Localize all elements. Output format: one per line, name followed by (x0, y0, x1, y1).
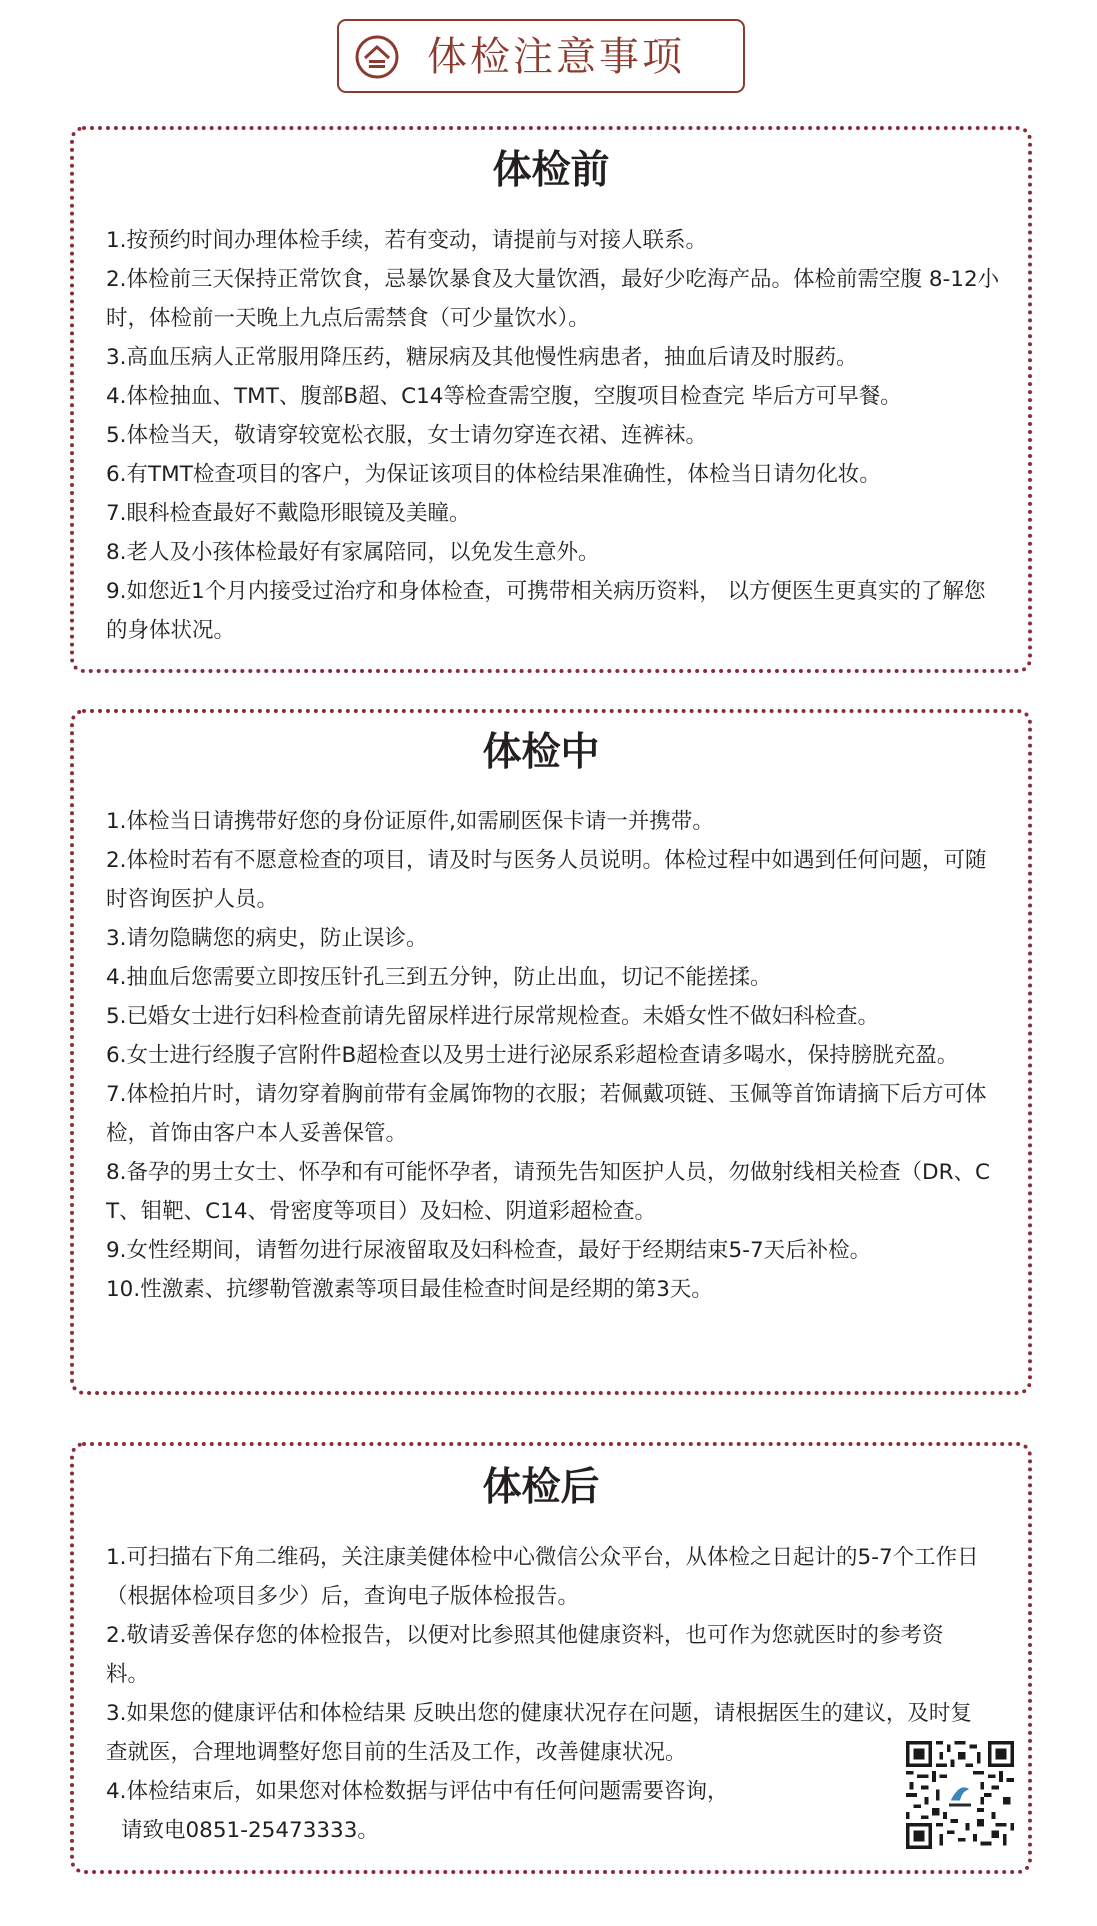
contact-line-1: 4.体检结束后，如果您对体检数据与评估中有任何问题需要咨询， (106, 1779, 729, 1804)
title-banner (337, 19, 745, 93)
list-item: 3.如果您的健康评估和体检结果 反映出您的健康状况存在问题，请根据医生的建议，及时复查就医，合理地调整好您目前的生活及工作，改善健康状况。 (106, 1701, 972, 1765)
list-item: 9.女性经期间，请暂勿进行尿液留取及妇科检查，最好于经期结束5-7天后补检。 (106, 1238, 872, 1263)
list-item: 6.女士进行经腹子宫附件B超检查以及男士进行泌尿系彩超检查请多喝水，保持膀胱充盈。 (106, 1043, 959, 1068)
list-item: 1.可扫描右下角二维码，关注康美健体检中心微信公众平台，从体检之日起计的5-7个工作日（根据体检项目多少）后，查询电子版体检报告。 (106, 1545, 979, 1609)
before-exam-list (106, 221, 1002, 650)
section-heading-during: 体检中 (482, 730, 600, 775)
home-badge-icon (354, 34, 400, 80)
section-heading-after: 体检后 (482, 1465, 600, 1510)
list-item: 4.抽血后您需要立即按压针孔三到五分钟，防止出血，切记不能搓揉。 (106, 965, 772, 990)
list-item: 2.敬请妥善保存您的体检报告，以便对比参照其他健康资料，也可作为您就医时的参考资料。 (106, 1623, 944, 1687)
during-exam-list (106, 802, 1002, 1309)
section-after-exam (70, 1442, 1032, 1874)
list-item: 1.按预约时间办理体检手续，若有变动，请提前与对接人联系。 (106, 228, 708, 253)
list-item: 7.体检拍片时，请勿穿着胸前带有金属饰物的衣服；若佩戴项链、玉佩等首饰请摘下后方可体检，首饰由客户本人妥善保管。 (106, 1082, 987, 1146)
list-item: 2.体检前三天保持正常饮食，忌暴饮暴食及大量饮酒，最好少吃海产品。体检前需空腹 8-12小时，体检前一天晚上九点后需禁食（可少量饮水）。 (106, 267, 1000, 331)
section-heading-before: 体检前 (492, 148, 610, 193)
list-item: 6.有TMT检查项目的客户，为保证该项目的体检结果准确性，体检当日请勿化妆。 (106, 462, 881, 487)
after-exam-list (106, 1538, 986, 1850)
list-item-contact (106, 1772, 986, 1850)
section-before-exam (70, 126, 1032, 673)
list-item: 8.备孕的男士女士、怀孕和有可能怀孕者，请预先告知医护人员，勿做射线相关检查（DR、CT、钼靶、C14、骨密度等项目）及妇检、阴道彩超检查。 (106, 1160, 991, 1224)
list-item: 7.眼科检查最好不戴隐形眼镜及美瞳。 (106, 501, 471, 526)
list-item: 3.高血压病人正常服用降压药，糖尿病及其他慢性病患者，抽血后请及时服药。 (106, 345, 858, 370)
section-during-exam (70, 709, 1032, 1395)
list-item: 10.性激素、抗缪勒管激素等项目最佳检查时间是经期的第3天。 (106, 1277, 713, 1302)
list-item: 8.老人及小孩体检最好有家属陪同，以免发生意外。 (106, 540, 600, 565)
qr-code-icon[interactable] (906, 1741, 1014, 1849)
list-item: 9.如您近1个月内接受过治疗和身体检查，可携带相关病历资料， 以方便医生更真实的了解您的身体状况。 (106, 579, 986, 643)
list-item: 5.体检当天，敬请穿较宽松衣服，女士请勿穿连衣裙、连裤袜。 (106, 423, 708, 448)
list-item: 4.体检抽血、TMT、腹部B超、C14等检查需空腹，空腹项目检查完 毕后方可早餐。 (106, 384, 902, 409)
contact-line-2: 请致电0851-25473333。 (121, 1818, 379, 1843)
list-item: 1.体检当日请携带好您的身份证原件,如需刷医保卡请一并携带。 (106, 809, 714, 834)
page-title: 体检注意事项 (427, 34, 685, 80)
list-item: 3.请勿隐瞒您的病史，防止误诊。 (106, 926, 428, 951)
list-item: 2.体检时若有不愿意检查的项目，请及时与医务人员说明。体检过程中如遇到任何问题，可随时咨询医护人员。 (106, 848, 987, 912)
list-item: 5.已婚女士进行妇科检查前请先留尿样进行尿常规检查。未婚女性不做妇科检查。 (106, 1004, 880, 1029)
